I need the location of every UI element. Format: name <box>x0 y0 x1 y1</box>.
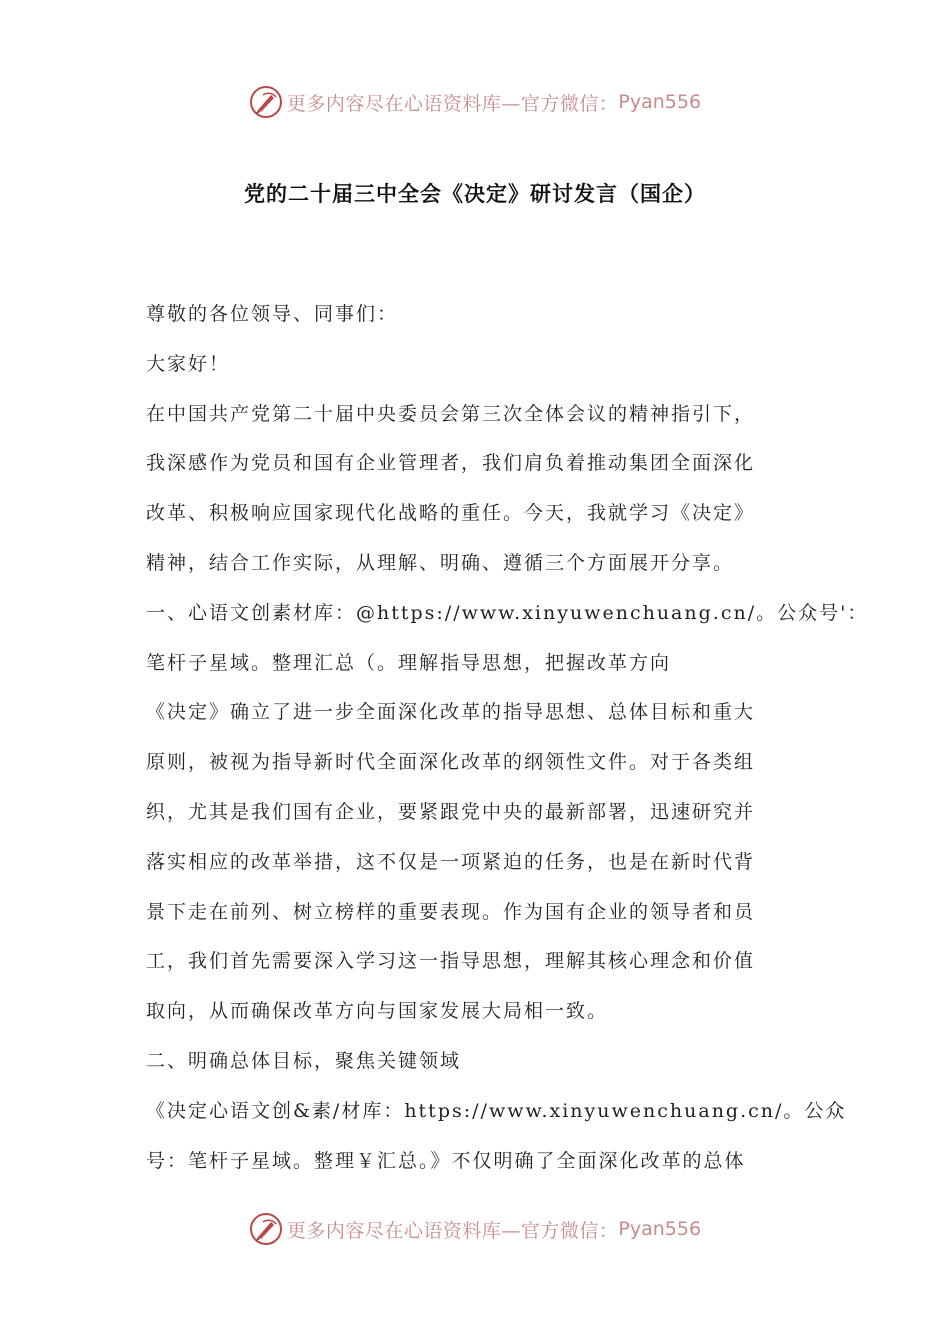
body-line: 改革、积极响应国家现代化战略的重任。今天，我就学习《决定》 <box>146 502 756 525</box>
pen-logo-icon <box>249 85 283 119</box>
pen-logo-icon <box>249 1212 283 1246</box>
body-line: 《决定心语文创&素/材库：https://www.xinyuwenchuang.cn/。公众 <box>146 1099 847 1122</box>
body-line: 织，尤其是我们国有企业，要紧跟党中央的最新部署，迅速研究并 <box>146 800 756 823</box>
section-heading-1: 一、心语文创素材库：@https://www.xinyuwenchuang.cn/。公众号'： <box>146 601 869 624</box>
body-line: 原则，被视为指导新时代全面深化改革的纲领性文件。对于各类组 <box>146 751 756 774</box>
banner-wechat-handle: Pyan556 <box>618 91 702 113</box>
banner-text: 更多内容尽在心语资料库—官方微信： <box>286 92 619 115</box>
body-line: 笔杆子星域。整理汇总（。理解指导思想，把握改革方向 <box>146 651 672 674</box>
banner-text: 更多内容尽在心语资料库—官方微信： <box>286 1219 619 1242</box>
body-line: 我深感作为党员和国有企业管理者，我们肩负着推动集团全面深化 <box>146 452 756 475</box>
body-line: 在中国共产党第二十届中央委员会第三次全体会议的精神指引下， <box>146 402 756 425</box>
body-line: 号：笔杆子星域。整理￥汇总。》不仅明确了全面深化改革的总体 <box>146 1149 746 1172</box>
salutation-line: 大家好！ <box>146 352 231 375</box>
body-line: 落实相应的改革举措，这不仅是一项紧迫的任务，也是在新时代背 <box>146 850 756 873</box>
document-body <box>146 294 869 1190</box>
body-line: 取向，从而确保改革方向与国家发展大局相一致。 <box>146 1000 609 1023</box>
body-line: 景下走在前列、树立榜样的重要表现。作为国有企业的领导者和员 <box>146 900 756 923</box>
footer-watermark-banner <box>0 1207 950 1251</box>
section-heading-2: 二、明确总体目标，聚焦关键领域 <box>146 1049 462 1072</box>
body-line: 精神，结合工作实际，从理解、明确、遵循三个方面展开分享。 <box>146 551 735 574</box>
header-watermark-banner <box>0 80 950 124</box>
greeting-line: 尊敬的各位领导、同事们： <box>146 303 399 325</box>
banner-wechat-handle: Pyan556 <box>618 1218 702 1240</box>
body-line: 《决定》确立了进一步全面深化改革的指导思想、总体目标和重大 <box>146 701 756 724</box>
body-line: 工，我们首先需要深入学习这一指导思想，理解其核心理念和价值 <box>146 950 756 973</box>
document-title: 党的二十届三中全会《决定》研讨发言（国企） <box>244 182 706 206</box>
